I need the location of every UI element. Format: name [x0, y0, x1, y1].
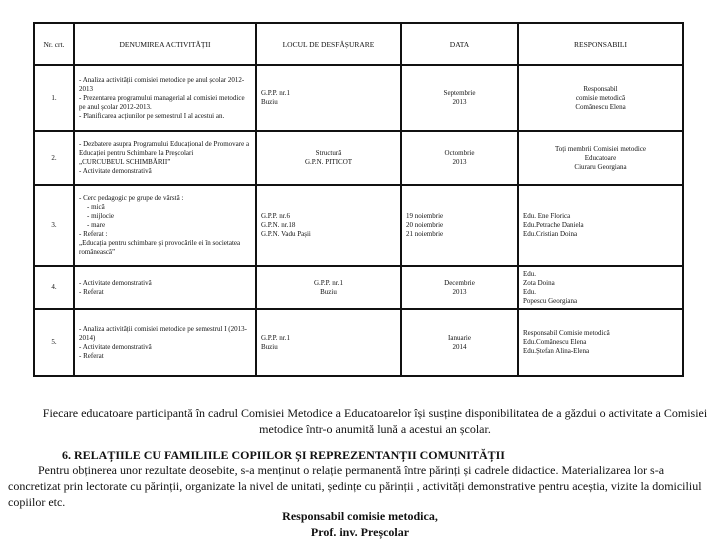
activity-cell-line: - Activitate demonstrativă [79, 278, 152, 287]
responsible-cell-line: Edu.Comănescu Elena [523, 338, 587, 346]
location-cell-line: G.P.P. nr.1 [314, 278, 343, 287]
date-cell-line: 2013 [452, 287, 467, 296]
location-cell [256, 266, 401, 309]
activity-cell-line: - Activitate demonstrativă [79, 342, 152, 351]
activity-cell-line: - Cerc pedagogic pe grupe de vârstă : [79, 194, 184, 202]
date-cell-line: 2013 [452, 98, 467, 106]
activity-cell-line: „CURCUBEUL SCHIMBĂRII” [79, 158, 171, 166]
signature-block [0, 508, 720, 540]
location-cell [256, 65, 401, 131]
table-row [34, 65, 683, 131]
date-cell-line: 21 noiembrie [406, 230, 444, 238]
activity-cell-line: - Referat [79, 287, 104, 296]
responsible-cell [518, 309, 683, 376]
activity-cell-line: - Planificarea acțiunilor pe semestrul I al acestui an. [79, 111, 225, 120]
location-cell-line: Structură [315, 149, 342, 157]
date-cell-line: Decembrie [444, 278, 475, 287]
date-cell [401, 131, 518, 185]
table-row [34, 266, 683, 309]
activity-cell-line: - Referat : [79, 230, 108, 238]
activity-cell-line: - mijlocie [87, 212, 115, 220]
date-cell [401, 185, 518, 266]
header-activity: DENUMIREA ACTIVITĂȚII [74, 23, 256, 65]
signature-line-2: Prof. inv. Preșcolar [310, 525, 410, 539]
row-number: 1. [34, 65, 74, 131]
responsible-cell [518, 185, 683, 266]
paragraph-family-relations: Pentru obținerea unor rezultate deosebite, s-a menținut o relație permanentă între părinți și cadrele didactice. Materializarea lor s-a concretizat prin lectorate cu părinții, organizate la nivel de unitati, ședințe cu părinții , activități demonstrative pentru aceștia, vizite la domiciliul copiilor etc. [8, 463, 702, 509]
date-cell-line: Octombrie [444, 149, 475, 157]
location-cell-line: G.P.N. PITICOT [304, 158, 353, 166]
row-number: 2. [34, 131, 74, 185]
activities-table [33, 22, 684, 377]
location-cell-line: G.P.P. nr.1 [261, 333, 290, 342]
responsible-cell-line: Edu.Ștefan Alina-Elena [523, 347, 590, 355]
date-cell [401, 65, 518, 131]
table-header-row [34, 23, 683, 65]
section-heading: 6. RELAȚIILE CU FAMILIILE COPIILOR ȘI REPREZENTANȚII COMUNITĂȚII [62, 448, 505, 462]
header-location: LOCUL DE DESFĂȘURARE [256, 23, 401, 65]
date-cell-line: 19 noiembrie [406, 212, 444, 220]
responsible-cell-line: Responsabil Comisie metodică [523, 329, 610, 337]
signature-line-1: Responsabil comisie metodica, [282, 509, 438, 523]
date-cell-line: Ianuarie [448, 333, 471, 342]
date-cell-line: 2013 [452, 158, 467, 166]
activity-cell [74, 309, 256, 376]
location-cell-line: G.P.P. nr.1 [261, 89, 290, 97]
responsible-cell-line: Zota Doina [523, 278, 555, 287]
date-cell [401, 309, 518, 376]
location-cell-line: G.P.N. Vadu Pașii [261, 230, 311, 238]
activity-cell-line: - Prezentarea programului managerial al comisiei metodice pe anul școlar 2012-2013. [79, 93, 245, 111]
responsible-cell-line: Toți membrii Comisiei metodice [554, 144, 647, 153]
responsible-cell-line: Edu. [523, 269, 537, 278]
responsible-cell [518, 266, 683, 309]
responsible-cell-line: Popescu Georgiana [523, 296, 578, 305]
responsible-cell-line: Educatoare [584, 153, 617, 162]
activity-cell-line: - mare [87, 221, 106, 229]
header-nr: Nr. crt. [34, 23, 74, 65]
header-date: DATA [401, 23, 518, 65]
activity-cell [74, 65, 256, 131]
activity-cell-line: - Analiza activității comisiei metodice pe anul școlar 2012-2013 [79, 75, 245, 93]
row-number: 3. [34, 185, 74, 266]
date-cell-line: 2014 [452, 342, 467, 351]
responsible-cell-line: Edu. [523, 287, 537, 296]
location-cell [256, 185, 401, 266]
responsible-cell-line: Edu.Petrache Daniela [523, 221, 584, 229]
date-cell-line: Septembrie [443, 89, 476, 97]
activity-cell [74, 266, 256, 309]
activity-cell-line: - Activitate demonstrativă [79, 167, 152, 175]
row-number: 4. [34, 266, 74, 309]
responsible-cell [518, 131, 683, 185]
header-responsible: RESPONSABILI [518, 23, 683, 65]
row-number: 5. [34, 309, 74, 376]
responsible-cell [518, 65, 683, 131]
activity-cell-line: - Analiza activității comisiei metodice pe semestrul I (2013-2014) [79, 324, 247, 342]
responsible-cell-line: Ciuraru Georgiana [574, 162, 627, 171]
responsible-cell-line: comisie metodică [575, 93, 626, 102]
table-row [34, 131, 683, 185]
activity-cell-line: - Dezbatere asupra Programului Educațional de Promovare a Educației pentru Schimbare la Preșcolari [79, 140, 250, 157]
location-cell [256, 309, 401, 376]
location-cell-line: Buziu [320, 287, 337, 296]
location-cell [256, 131, 401, 185]
responsible-cell-line: Edu.Cristian Doina [523, 230, 578, 238]
activity-cell-line: - Referat [79, 351, 104, 360]
responsible-cell-line: Comănescu Elena [575, 102, 626, 111]
location-cell-line: G.P.P. nr.6 [261, 212, 290, 220]
date-cell-line: 20 noiembrie [406, 221, 444, 229]
date-cell [401, 266, 518, 309]
location-cell-line: Buziu [261, 98, 278, 106]
activity-cell [74, 131, 256, 185]
location-cell-line: G.P.N. nr.18 [261, 221, 296, 229]
activity-cell [74, 185, 256, 266]
paragraph-hosting: Fiecare educatoare participantă în cadrul Comisiei Metodice a Educatoarelor își susține disponibilitatea de a găzdui o activitate a Comisiei metodice într-o anumită lună a acestui an școlar. [42, 406, 708, 436]
table-row [34, 309, 683, 376]
location-cell-line: Buziu [261, 342, 278, 351]
activity-cell-line: „Educația pentru schimbare și provocările ei în societatea românească” [79, 239, 241, 256]
responsible-cell-line: Responsabil [583, 84, 618, 93]
responsible-cell-line: Edu. Ene Florica [523, 212, 571, 220]
activity-cell-line: - mică [87, 203, 105, 211]
table-row [34, 185, 683, 266]
